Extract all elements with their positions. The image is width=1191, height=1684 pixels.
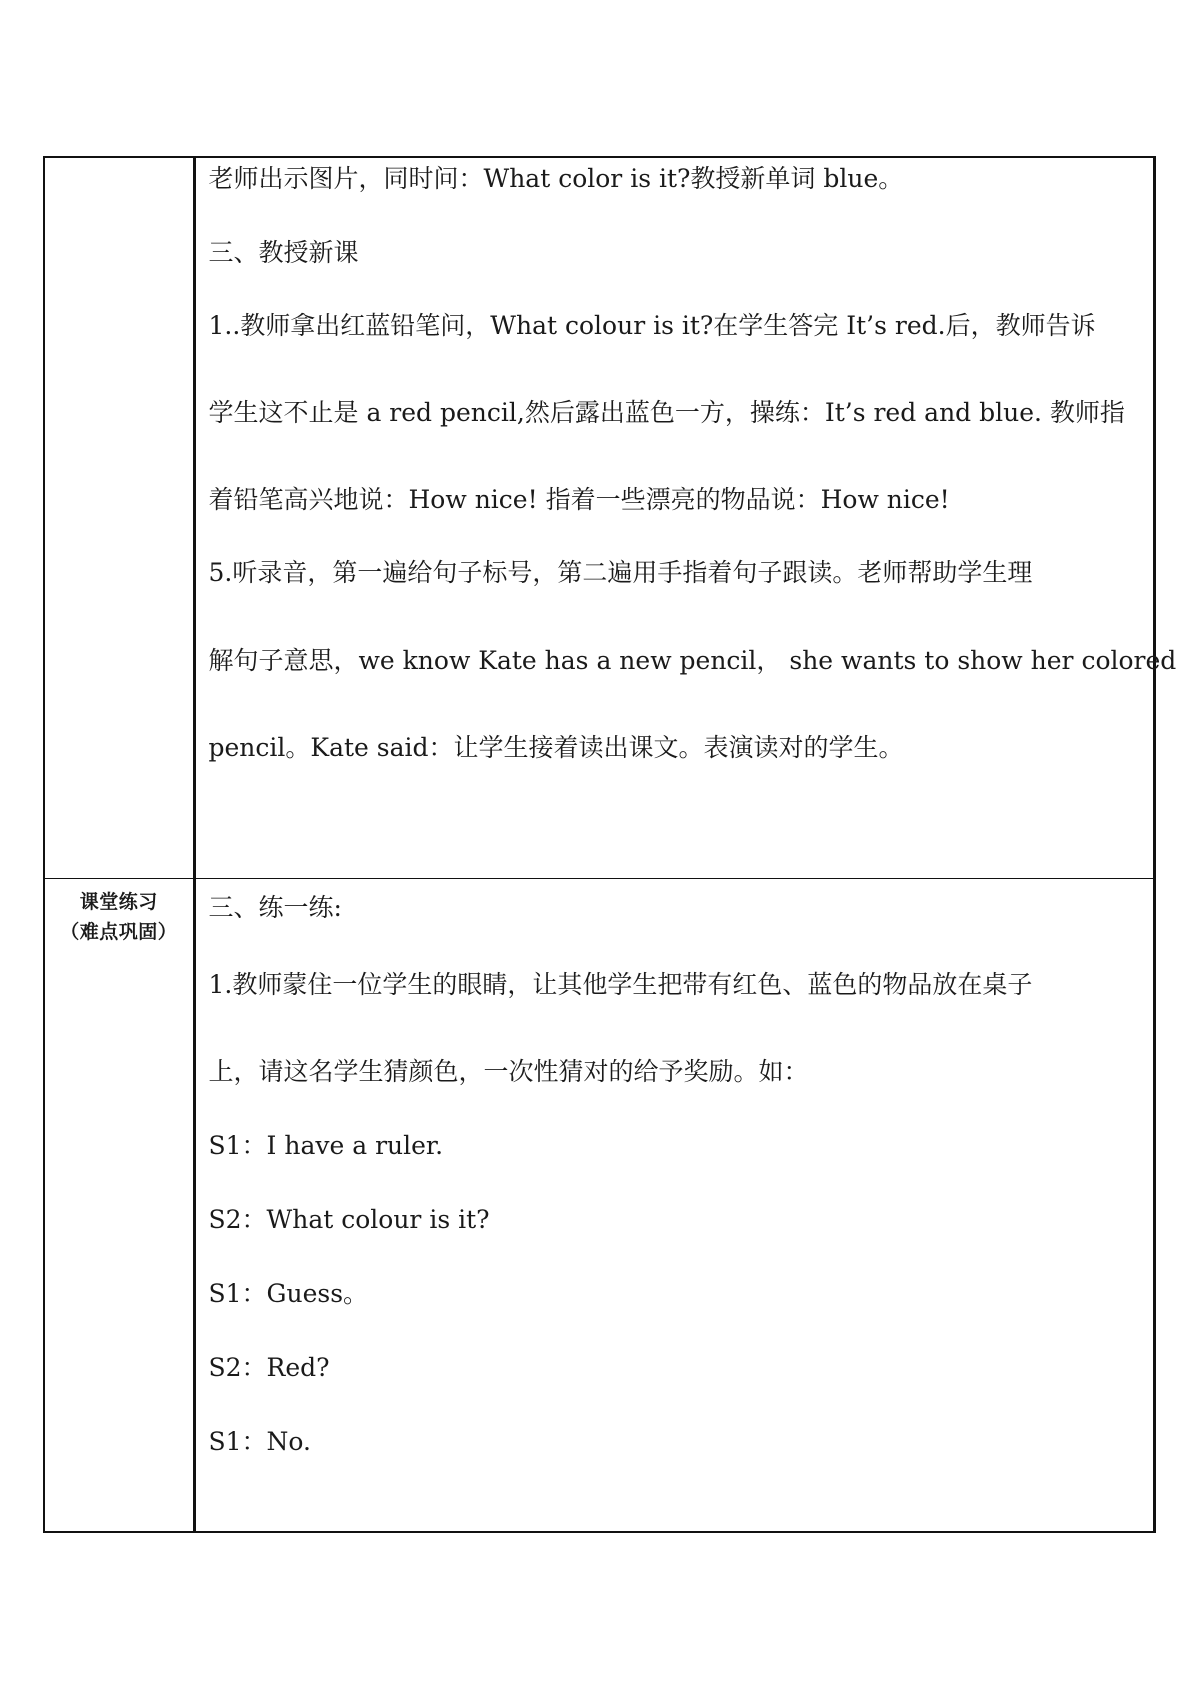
content-line: 1..教师拿出红蓝铅笔问，What colour is it?在学生答完 It’s red.后，教师告诉	[208, 311, 1096, 340]
section-heading: 三、练一练:	[208, 893, 342, 922]
dialogue-line: S1：No.	[208, 1427, 311, 1456]
row-label-cell	[44, 157, 194, 879]
dialogue-line: S2：Red?	[208, 1353, 330, 1382]
row-label-line: （难点巩固）	[60, 921, 178, 943]
section-heading: 三、教授新课	[208, 238, 359, 267]
content-line: 上，请这名学生猜颜色，一次性猜对的给予奖励。如：	[208, 1057, 809, 1086]
table-row	[44, 157, 1154, 879]
row-label-cell	[44, 879, 194, 1533]
dialogue-line: S2：What colour is it?	[208, 1205, 490, 1234]
row-label	[45, 879, 193, 947]
row-content-cell	[194, 879, 1154, 1533]
lesson-plan-table	[43, 156, 1177, 1533]
dialogue-line: S1：Guess。	[208, 1279, 369, 1308]
content-line: 着铅笔高兴地说：How nice! 指着一些漂亮的物品说：How nice!	[208, 485, 950, 514]
content-line: 1.教师蒙住一位学生的眼睛，让其他学生把带有红色、蓝色的物品放在桌子	[208, 970, 1033, 999]
row-content-cell	[194, 157, 1177, 879]
dialogue-line: S1：I have a ruler.	[208, 1131, 444, 1160]
content-line: 学生这不止是 a red pencil,然后露出蓝色一方，操练：It’s red and blue. 教师指	[208, 398, 1125, 427]
row-label-line: 课堂练习	[79, 891, 158, 913]
content-line: 解句子意思，we know Kate has a new pencil， she wants to show her colored	[208, 646, 1177, 675]
row-label	[45, 158, 193, 166]
content-line: pencil。Kate said：让学生接着读出课文。表演读对的学生。	[208, 733, 904, 762]
content-line: 老师出示图片，同时问：What color is it?教授新单词 blue。	[208, 164, 904, 193]
content-line: 5.听录音，第一遍给句子标号，第二遍用手指着句子跟读。老师帮助学生理	[208, 558, 1033, 587]
table-row	[44, 879, 1154, 1533]
